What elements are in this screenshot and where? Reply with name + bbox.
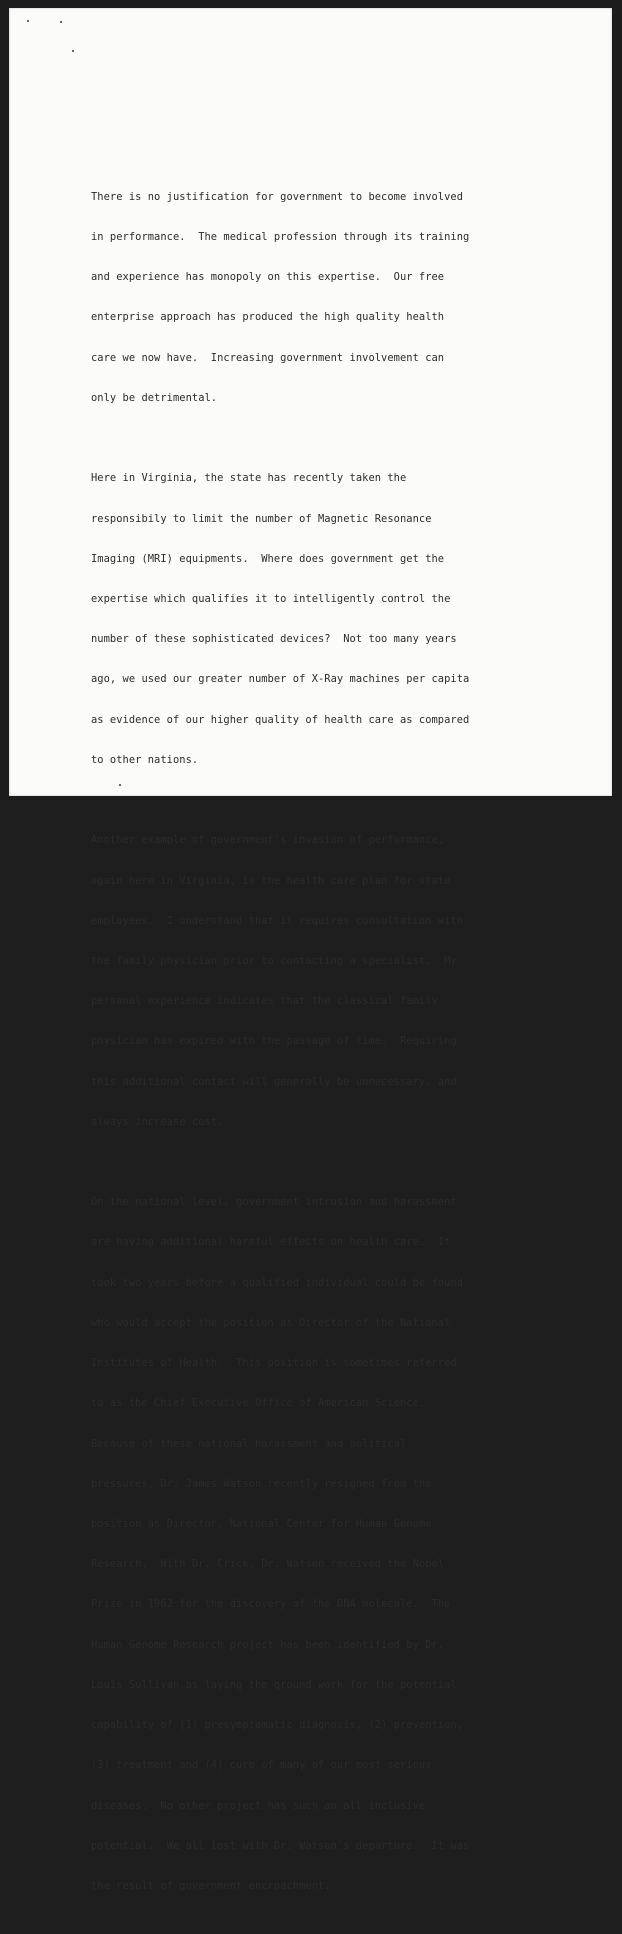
paragraph-virginia-mri (91, 446, 531, 795)
text-line: took two years before a qualified individual could be found (91, 1276, 464, 1289)
text-line: On the national level, government intrusion and harassment (91, 1196, 457, 1209)
text-line: number of these sophisticated devices? Not too many years (91, 633, 457, 646)
text-line: to other nations. (91, 753, 199, 766)
text-line: employees. I understand that it requires consultation with (91, 914, 464, 927)
text-line: Here in Virginia, the state has recently taken the (91, 472, 407, 485)
text-line: Louis Sullivan as laying the ground work for the potential (91, 1678, 457, 1691)
text-line: Institutes of Health. This position is sometimes referred (91, 1357, 457, 1370)
text-line: diseases. No other project has such an all inclusive (91, 1799, 426, 1812)
text-line: and experience has monopoly on this expertise. Our free (91, 271, 445, 284)
page-speck (72, 50, 74, 52)
text-line: to as the Chief Executive Office of American Science. (91, 1397, 426, 1410)
text-line: always increase cost. (91, 1115, 224, 1128)
text-line: Research. With Dr. Crick, Dr. Watson received the Nobel (91, 1558, 445, 1571)
text-line: Imaging (MRI) equipments. Where does government get the (91, 552, 445, 565)
text-line: care we now have. Increasing government involvement can (91, 351, 445, 364)
document-body (91, 164, 531, 1934)
text-line: There is no justification for government to become involved (91, 190, 464, 203)
text-line: Another example of government's invasion of performance, (91, 834, 445, 847)
document-page (9, 8, 612, 1892)
text-line: only be detrimental. (91, 391, 218, 404)
text-line: personal experience indicates that the classical family (91, 995, 438, 1008)
text-line: Human Genome Research project has been identified by Dr. (91, 1638, 445, 1651)
paragraph-justification (91, 164, 531, 432)
text-line: Because of these national harassment and political (91, 1437, 407, 1450)
page-speck (60, 21, 62, 23)
text-line: position as Director, National Center for Human Genome (91, 1517, 432, 1530)
text-line: potential. We all lost with Dr. Watson's departure. It was (91, 1839, 470, 1852)
text-line: again here in Virginia, is the health care plan for state (91, 874, 451, 887)
text-line: in performance. The medical profession through its training (91, 231, 470, 244)
text-line: expertise which qualifies it to intelligently control the (91, 592, 451, 605)
text-line: enterprise approach has produced the high quality health (91, 311, 445, 324)
text-line: Prize in 1962 for the discovery of the DNA molecule. The (91, 1598, 451, 1611)
text-line: pressures, Dr. James Watson recently resigned from the (91, 1477, 432, 1490)
text-line: the result of government encroachment. (91, 1879, 331, 1892)
text-line: the family physician prior to contacting a specialist. My (91, 954, 457, 967)
text-line: responsibily to limit the number of Magnetic Resonance (91, 512, 432, 525)
text-line: capability of (1) presymptomatic diagnosis, (2) prevention, (91, 1719, 464, 1732)
page-speck (27, 20, 29, 22)
text-line: who would accept the position as Director of the National (91, 1316, 451, 1329)
text-line: this additional contact will generally be unnecessary, and (91, 1075, 457, 1088)
text-line: physician has expired with the passage of time. Requiring (91, 1035, 457, 1048)
paragraph-national-level (91, 1169, 531, 1920)
text-line: ago, we used our greater number of X-Ray machines per capita (91, 673, 470, 686)
paragraph-health-care-plan (91, 807, 531, 1156)
text-line: as evidence of our higher quality of health care as compared (91, 713, 470, 726)
text-line: (3) treatment and (4) cure of many of our most serious (91, 1759, 432, 1772)
text-line: are having additional harmful effects on health care. It (91, 1236, 451, 1249)
